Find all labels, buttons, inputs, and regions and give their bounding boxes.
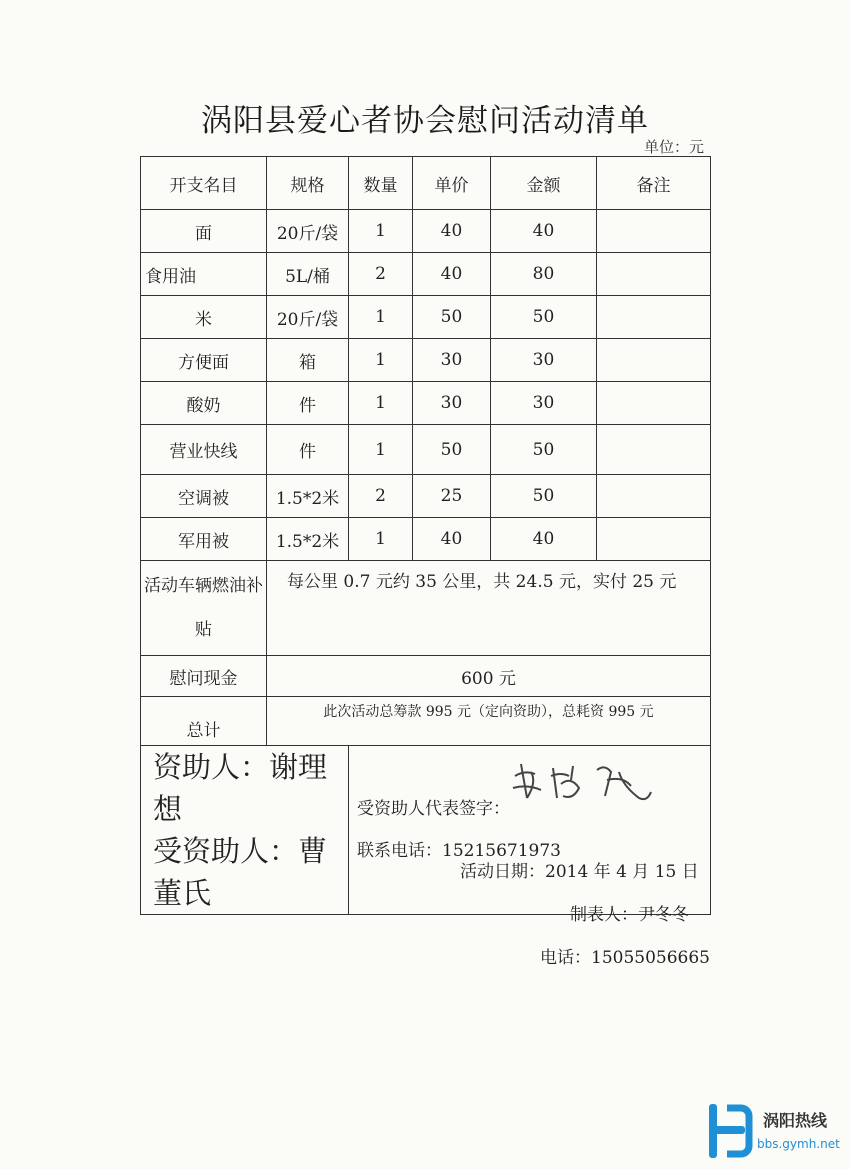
item-name: 方便面 <box>141 339 267 382</box>
expense-table <box>140 156 711 915</box>
table-row <box>141 382 711 425</box>
item-spec: 1.5*2米 <box>267 475 349 518</box>
item-amount: 50 <box>491 475 597 518</box>
item-note <box>597 253 711 296</box>
total-label: 总计 <box>141 697 267 746</box>
item-amount: 40 <box>491 518 597 561</box>
item-price: 50 <box>413 425 491 475</box>
table-row <box>141 475 711 518</box>
item-note <box>597 425 711 475</box>
item-price: 25 <box>413 475 491 518</box>
item-note <box>597 210 711 253</box>
item-qty: 2 <box>349 475 413 518</box>
logo-name: 涡阳热线 <box>763 1111 828 1130</box>
table-row <box>141 296 711 339</box>
fuel-subsidy-label: 活动车辆燃油补贴 <box>141 561 267 656</box>
table-row <box>141 518 711 561</box>
item-price: 30 <box>413 339 491 382</box>
item-spec: 1.5*2米 <box>267 518 349 561</box>
representative-block <box>349 746 711 915</box>
item-name: 食用油 <box>141 253 267 296</box>
cash-label: 慰问现金 <box>141 656 267 697</box>
signature-row <box>141 746 711 915</box>
recipient-name: 受资助人：曹董氏 <box>153 834 328 910</box>
table-row <box>141 425 711 475</box>
handwritten-signature <box>511 754 661 806</box>
item-amount: 30 <box>491 382 597 425</box>
item-note <box>597 475 711 518</box>
total-row <box>141 697 711 746</box>
sponsor-name: 资助人：谢理想 <box>153 750 328 826</box>
item-amount: 50 <box>491 296 597 339</box>
table-row <box>141 210 711 253</box>
item-spec: 箱 <box>267 339 349 382</box>
logo-icon <box>709 1104 749 1158</box>
item-note <box>597 339 711 382</box>
item-spec: 20斤/袋 <box>267 296 349 339</box>
fuel-subsidy-row <box>141 561 711 656</box>
cash-value: 600 元 <box>267 656 711 697</box>
item-qty: 1 <box>349 382 413 425</box>
cash-row <box>141 656 711 697</box>
activity-date: 活动日期：2014 年 4 月 15 日 <box>460 862 699 882</box>
page-title: 涡阳县爱心者协会慰问活动清单 <box>201 103 649 139</box>
item-spec: 件 <box>267 382 349 425</box>
header-cell: 数量 <box>349 157 413 210</box>
item-price: 30 <box>413 382 491 425</box>
table-row <box>141 253 711 296</box>
item-price: 40 <box>413 518 491 561</box>
logo-url: bbs.gymh.net <box>757 1137 840 1151</box>
table-maker: 制表人：尹冬冬 <box>570 905 689 925</box>
total-text: 此次活动总筹款 995 元（定向资助），总耗资 995 元 <box>267 697 711 746</box>
item-name: 军用被 <box>141 518 267 561</box>
item-amount: 80 <box>491 253 597 296</box>
item-name: 面 <box>141 210 267 253</box>
table-header-row <box>141 157 711 210</box>
item-qty: 1 <box>349 339 413 382</box>
site-logo-watermark <box>705 1100 845 1162</box>
header-cell: 开支名目 <box>141 157 267 210</box>
unit-label: 单位：元 <box>643 138 704 156</box>
item-spec: 20斤/袋 <box>267 210 349 253</box>
table-row <box>141 339 711 382</box>
item-qty: 1 <box>349 518 413 561</box>
item-note <box>597 518 711 561</box>
maker-phone: 电话：15055056665 <box>540 948 710 968</box>
header-cell: 规格 <box>267 157 349 210</box>
item-price: 50 <box>413 296 491 339</box>
item-price: 40 <box>413 253 491 296</box>
item-qty: 2 <box>349 253 413 296</box>
item-name: 酸奶 <box>141 382 267 425</box>
header-cell: 单价 <box>413 157 491 210</box>
item-price: 40 <box>413 210 491 253</box>
item-spec: 件 <box>267 425 349 475</box>
header-cell: 备注 <box>597 157 711 210</box>
header-cell: 金额 <box>491 157 597 210</box>
item-name: 空调被 <box>141 475 267 518</box>
fuel-subsidy-text: 每公里 0.7 元约 35 公里，共 24.5 元，实付 25 元 <box>267 561 711 656</box>
item-amount: 40 <box>491 210 597 253</box>
item-amount: 30 <box>491 339 597 382</box>
item-note <box>597 382 711 425</box>
item-qty: 1 <box>349 425 413 475</box>
contact-phone: 联系电话：15215671973 <box>357 841 561 861</box>
sponsor-block <box>141 746 349 915</box>
item-name: 营业快线 <box>141 425 267 475</box>
item-note <box>597 296 711 339</box>
item-spec: 5L/桶 <box>267 253 349 296</box>
item-amount: 50 <box>491 425 597 475</box>
representative-label: 受资助人代表签字： <box>357 799 510 819</box>
item-qty: 1 <box>349 210 413 253</box>
item-name: 米 <box>141 296 267 339</box>
item-qty: 1 <box>349 296 413 339</box>
